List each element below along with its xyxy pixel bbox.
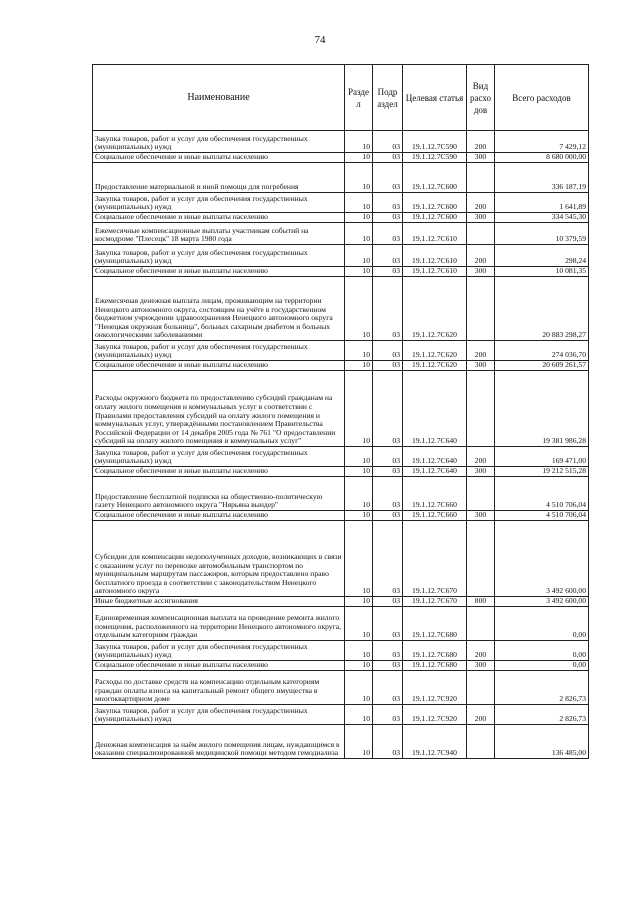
row-amount: 8 680 000,00 bbox=[495, 153, 589, 163]
row-name: Предоставление бесплатной подписки на общественно-политическую газету Ненецкого автономного округа "Нярьяна вындер" bbox=[93, 477, 345, 511]
row-name: Закупка товаров, работ и услуг для обеспечения государственных (муниципальных) нужд bbox=[93, 245, 345, 267]
row-section: 10 bbox=[345, 447, 373, 467]
row-amount: 0,00 bbox=[495, 607, 589, 641]
row-subsection: 03 bbox=[373, 597, 403, 607]
row-expense-type: 300 bbox=[467, 361, 495, 371]
row-amount: 19 381 986,28 bbox=[495, 371, 589, 447]
row-amount: 336 187,19 bbox=[495, 163, 589, 193]
row-section: 10 bbox=[345, 193, 373, 213]
row-amount: 10 081,35 bbox=[495, 267, 589, 277]
table-row bbox=[93, 521, 589, 597]
table-row bbox=[93, 661, 589, 671]
table-row bbox=[93, 245, 589, 267]
row-target: 19.1.12.7С640 bbox=[403, 467, 467, 477]
row-name: Предоставление материальной и иной помощи для погребения bbox=[93, 163, 345, 193]
row-subsection: 03 bbox=[373, 705, 403, 725]
row-section: 10 bbox=[345, 641, 373, 661]
header-section: Разде л bbox=[345, 65, 373, 131]
row-expense-type bbox=[467, 163, 495, 193]
row-name: Социальное обеспечение и иные выплаты населению bbox=[93, 661, 345, 671]
row-expense-type bbox=[467, 607, 495, 641]
row-expense-type: 200 bbox=[467, 705, 495, 725]
table-header-row bbox=[93, 65, 589, 131]
row-target: 19.1.12.7С610 bbox=[403, 245, 467, 267]
row-section: 10 bbox=[345, 511, 373, 521]
row-target: 19.1.12.7С660 bbox=[403, 511, 467, 521]
row-target: 19.1.12.7С680 bbox=[403, 607, 467, 641]
row-section: 10 bbox=[345, 725, 373, 759]
row-subsection: 03 bbox=[373, 477, 403, 511]
row-amount: 0,00 bbox=[495, 661, 589, 671]
row-target: 19.1.12.7С590 bbox=[403, 153, 467, 163]
row-target: 19.1.12.7С670 bbox=[403, 521, 467, 597]
row-section: 10 bbox=[345, 705, 373, 725]
page-number: 74 bbox=[314, 34, 326, 46]
row-amount: 2 826,73 bbox=[495, 705, 589, 725]
row-section: 10 bbox=[345, 607, 373, 641]
row-section: 10 bbox=[345, 467, 373, 477]
table-row bbox=[93, 641, 589, 661]
header-total: Всего расходов bbox=[495, 65, 589, 131]
table-row bbox=[93, 267, 589, 277]
row-expense-type: 200 bbox=[467, 447, 495, 467]
row-expense-type: 200 bbox=[467, 641, 495, 661]
row-expense-type: 200 bbox=[467, 245, 495, 267]
table-row bbox=[93, 213, 589, 223]
row-name: Закупка товаров, работ и услуг для обеспечения государственных (муниципальных) нужд bbox=[93, 447, 345, 467]
row-subsection: 03 bbox=[373, 163, 403, 193]
row-name: Закупка товаров, работ и услуг для обеспечения государственных (муниципальных) нужд bbox=[93, 131, 345, 153]
row-amount: 169 471,00 bbox=[495, 447, 589, 467]
row-subsection: 03 bbox=[373, 371, 403, 447]
row-amount: 10 379,59 bbox=[495, 223, 589, 245]
row-subsection: 03 bbox=[373, 245, 403, 267]
row-expense-type: 200 bbox=[467, 193, 495, 213]
table-row bbox=[93, 511, 589, 521]
row-subsection: 03 bbox=[373, 725, 403, 759]
row-name: Социальное обеспечение и иные выплаты населению bbox=[93, 361, 345, 371]
row-target: 19.1.12.7С620 bbox=[403, 361, 467, 371]
table-row bbox=[93, 371, 589, 447]
table-row bbox=[93, 671, 589, 705]
row-section: 10 bbox=[345, 661, 373, 671]
row-expense-type bbox=[467, 371, 495, 447]
table-row bbox=[93, 277, 589, 341]
row-section: 10 bbox=[345, 521, 373, 597]
header-expense-type: Вид расхо дов bbox=[467, 65, 495, 131]
row-amount: 1 641,89 bbox=[495, 193, 589, 213]
row-section: 10 bbox=[345, 477, 373, 511]
row-expense-type bbox=[467, 671, 495, 705]
row-amount: 19 212 515,28 bbox=[495, 467, 589, 477]
table-row bbox=[93, 131, 589, 153]
row-name: Социальное обеспечение и иные выплаты населению bbox=[93, 511, 345, 521]
row-section: 10 bbox=[345, 361, 373, 371]
row-expense-type bbox=[467, 521, 495, 597]
header-target: Целевая статья bbox=[403, 65, 467, 131]
row-expense-type bbox=[467, 477, 495, 511]
table-row bbox=[93, 193, 589, 213]
row-subsection: 03 bbox=[373, 447, 403, 467]
row-section: 10 bbox=[345, 371, 373, 447]
row-subsection: 03 bbox=[373, 267, 403, 277]
row-subsection: 03 bbox=[373, 641, 403, 661]
row-subsection: 03 bbox=[373, 661, 403, 671]
row-name: Расходы по доставке средств на компенсацию отдельным категориям граждан оплаты взноса на капитальный ремонт общего имущества в многоквартирном доме bbox=[93, 671, 345, 705]
row-name: Закупка товаров, работ и услуг для обеспечения государственных (муниципальных) нужд bbox=[93, 193, 345, 213]
row-target: 19.1.12.7С590 bbox=[403, 131, 467, 153]
row-target: 19.1.12.7С920 bbox=[403, 705, 467, 725]
row-amount: 7 429,12 bbox=[495, 131, 589, 153]
row-target: 19.1.12.7С620 bbox=[403, 277, 467, 341]
row-name: Расходы окружного бюджета по предоставлению субсидий гражданам на оплату жилого помещения и коммунальных услуг в соответствии с Правилами предоставления субсидий на оплату жилого помещения и коммунальных услуг, утверждёнными постановлением Правительства Российской Федерации от 14 декабря 2005 года № 761 "О предоставлении субсидий на оплату жилого помещения и коммунальных услуг" bbox=[93, 371, 345, 447]
row-name: Социальное обеспечение и иные выплаты населению bbox=[93, 213, 345, 223]
row-target: 19.1.12.7С610 bbox=[403, 267, 467, 277]
row-target: 19.1.12.7С680 bbox=[403, 641, 467, 661]
row-section: 10 bbox=[345, 671, 373, 705]
row-amount: 3 492 600,00 bbox=[495, 521, 589, 597]
row-subsection: 03 bbox=[373, 521, 403, 597]
row-amount: 20 609 261,57 bbox=[495, 361, 589, 371]
row-name: Иные бюджетные ассигнования bbox=[93, 597, 345, 607]
row-subsection: 03 bbox=[373, 213, 403, 223]
table-row bbox=[93, 607, 589, 641]
row-subsection: 03 bbox=[373, 277, 403, 341]
row-subsection: 03 bbox=[373, 671, 403, 705]
row-expense-type: 300 bbox=[467, 511, 495, 521]
row-subsection: 03 bbox=[373, 223, 403, 245]
row-target: 19.1.12.7С660 bbox=[403, 477, 467, 511]
row-subsection: 03 bbox=[373, 361, 403, 371]
header-subsection: Подр аздел bbox=[373, 65, 403, 131]
row-expense-type: 300 bbox=[467, 661, 495, 671]
row-subsection: 03 bbox=[373, 153, 403, 163]
row-expense-type: 800 bbox=[467, 597, 495, 607]
row-amount: 136 485,00 bbox=[495, 725, 589, 759]
row-target: 19.1.12.7С600 bbox=[403, 213, 467, 223]
expense-table bbox=[92, 64, 589, 759]
row-name: Закупка товаров, работ и услуг для обеспечения государственных (муниципальных) нужд bbox=[93, 641, 345, 661]
table-row bbox=[93, 223, 589, 245]
row-target: 19.1.12.7С940 bbox=[403, 725, 467, 759]
row-section: 10 bbox=[345, 341, 373, 361]
row-expense-type bbox=[467, 277, 495, 341]
table-row bbox=[93, 341, 589, 361]
row-amount: 20 883 298,27 bbox=[495, 277, 589, 341]
row-subsection: 03 bbox=[373, 467, 403, 477]
row-subsection: 03 bbox=[373, 607, 403, 641]
row-amount: 3 492 600,00 bbox=[495, 597, 589, 607]
table-row bbox=[93, 163, 589, 193]
row-name: Ежемесячная денежная выплата лицам, проживающим на территории Ненецкого автономного округа, состоящим на учёте в государственном бюджетном учреждении здравоохранения Ненецкого автономного округа "Ненецкая окружная больница", больных сахарным диабетом и больных онкологическими заболеваниями bbox=[93, 277, 345, 341]
table-row bbox=[93, 447, 589, 467]
row-target: 19.1.12.7С680 bbox=[403, 661, 467, 671]
row-expense-type: 300 bbox=[467, 267, 495, 277]
row-name: Ежемесячные компенсационные выплаты участникам событий на космодроме "Плесецк" 18 марта 1980 года bbox=[93, 223, 345, 245]
row-amount: 2 826,73 bbox=[495, 671, 589, 705]
row-amount: 298,24 bbox=[495, 245, 589, 267]
row-name: Закупка товаров, работ и услуг для обеспечения государственных (муниципальных) нужд bbox=[93, 705, 345, 725]
row-section: 10 bbox=[345, 267, 373, 277]
row-target: 19.1.12.7С640 bbox=[403, 447, 467, 467]
table-row bbox=[93, 153, 589, 163]
row-section: 10 bbox=[345, 131, 373, 153]
row-expense-type: 300 bbox=[467, 213, 495, 223]
table-row bbox=[93, 597, 589, 607]
row-target: 19.1.12.7С620 bbox=[403, 341, 467, 361]
row-amount: 0,00 bbox=[495, 641, 589, 661]
row-name: Социальное обеспечение и иные выплаты населению bbox=[93, 153, 345, 163]
row-target: 19.1.12.7С640 bbox=[403, 371, 467, 447]
table-row bbox=[93, 361, 589, 371]
row-section: 10 bbox=[345, 597, 373, 607]
row-amount: 4 510 706,04 bbox=[495, 511, 589, 521]
row-subsection: 03 bbox=[373, 511, 403, 521]
row-expense-type: 300 bbox=[467, 467, 495, 477]
row-target: 19.1.12.7С670 bbox=[403, 597, 467, 607]
header-name: Наименование bbox=[93, 65, 345, 131]
row-name: Денежная компенсация за наём жилого помещения лицам, нуждающимся в оказании специализированной медицинской помощи методом гемодиализа bbox=[93, 725, 345, 759]
row-name: Социальное обеспечение и иные выплаты населению bbox=[93, 267, 345, 277]
row-name: Субсидии для компенсации недополученных доходов, возникающих в связи с оказанием услуг по перевозке автомобильным транспортом по муниципальным маршрутам пассажиров, которым предоставлено право бесплатного проезда в соответствии с законодательством Ненецкого автономного округа bbox=[93, 521, 345, 597]
row-section: 10 bbox=[345, 213, 373, 223]
row-name: Единовременная компенсационная выплата на проведение ремонта жилого помещения, расположенного на территории Ненецкого автономного округа, отдельным категориям граждан bbox=[93, 607, 345, 641]
row-target: 19.1.12.7С920 bbox=[403, 671, 467, 705]
row-subsection: 03 bbox=[373, 193, 403, 213]
row-expense-type bbox=[467, 725, 495, 759]
table-row bbox=[93, 477, 589, 511]
row-expense-type: 200 bbox=[467, 131, 495, 153]
row-section: 10 bbox=[345, 153, 373, 163]
row-section: 10 bbox=[345, 163, 373, 193]
table-row bbox=[93, 725, 589, 759]
row-expense-type: 200 bbox=[467, 341, 495, 361]
row-section: 10 bbox=[345, 223, 373, 245]
row-expense-type bbox=[467, 223, 495, 245]
table-row bbox=[93, 467, 589, 477]
row-subsection: 03 bbox=[373, 341, 403, 361]
row-name: Социальное обеспечение и иные выплаты населению bbox=[93, 467, 345, 477]
row-target: 19.1.12.7С600 bbox=[403, 193, 467, 213]
row-target: 19.1.12.7С600 bbox=[403, 163, 467, 193]
row-section: 10 bbox=[345, 277, 373, 341]
row-amount: 274 036,70 bbox=[495, 341, 589, 361]
row-name: Закупка товаров, работ и услуг для обеспечения государственных (муниципальных) нужд bbox=[93, 341, 345, 361]
row-amount: 334 545,30 bbox=[495, 213, 589, 223]
row-section: 10 bbox=[345, 245, 373, 267]
row-target: 19.1.12.7С610 bbox=[403, 223, 467, 245]
table-row bbox=[93, 705, 589, 725]
row-amount: 4 510 706,04 bbox=[495, 477, 589, 511]
row-subsection: 03 bbox=[373, 131, 403, 153]
row-expense-type: 300 bbox=[467, 153, 495, 163]
